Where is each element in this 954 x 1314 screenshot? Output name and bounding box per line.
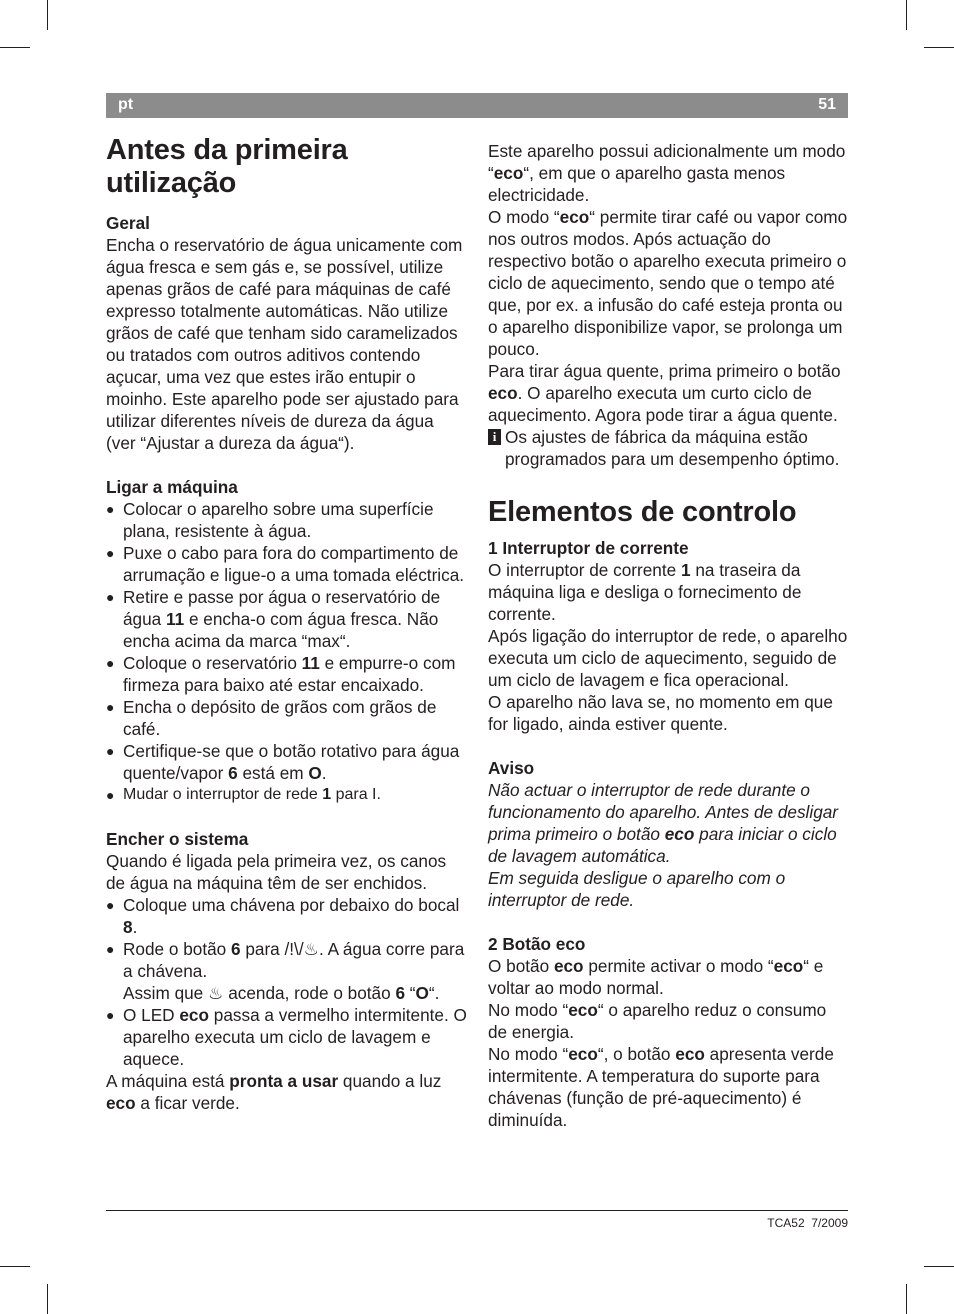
- page-header: [106, 93, 848, 118]
- list-item-continuation: Assim que ♨ acenda, rode o botão 6 “O“.: [123, 983, 440, 1003]
- paragraph: No modo “eco“, o botão eco apresenta verde intermitente. A temperatura do suporte para chávenas (função de pré-aquecimento) é diminuída.: [488, 1044, 834, 1130]
- footer: [767, 1216, 848, 1230]
- section-title: Elementos de controlo: [488, 496, 797, 528]
- crop-mark: [906, 1284, 907, 1314]
- left-column: [106, 134, 468, 1114]
- info-note: i Os ajustes de fábrica da máquina estão programados para um desempenho óptimo.: [488, 426, 850, 470]
- list-item: ● Coloque o reservatório 11 e empurre-o com firmeza para baixo até estar encaixado.: [106, 652, 468, 696]
- crop-mark: [906, 0, 907, 30]
- list-item: ● Mudar o interruptor de rede 1 para I.: [106, 784, 468, 806]
- list-item: ● Encha o depósito de grãos com grãos de café.: [106, 696, 468, 740]
- subheading-aviso: Aviso: [488, 758, 535, 778]
- crop-mark: [924, 1266, 954, 1267]
- model-number: TCA52: [767, 1216, 805, 1230]
- list-item: ● Colocar o aparelho sobre uma superfície plana, resistente à água.: [106, 498, 468, 542]
- warning-text: Em seguida desligue o aparelho com o interruptor de rede.: [488, 868, 786, 910]
- warning-text: Não actuar o interruptor de rede durante o funcionamento do aparelho. Antes de desligar prima primeiro o botão eco para iniciar o ciclo de lavagem automática.: [488, 780, 839, 866]
- print-date: 7/2009: [811, 1216, 848, 1230]
- list-item: ● Puxe o cabo para fora do compartimento de arrumação e ligue-o a uma tomada eléctrica.: [106, 542, 468, 586]
- steam-hot-water-icon: /!\/♨: [284, 939, 320, 959]
- list-item: ● O LED eco passa a vermelho intermitente. O aparelho executa um ciclo de lavagem e aquece.: [106, 1004, 468, 1070]
- crop-mark: [47, 0, 48, 30]
- paragraph: O botão eco permite activar o modo “eco“ e voltar ao modo normal.: [488, 956, 824, 998]
- crop-mark: [47, 1284, 48, 1314]
- subheading-geral: Geral: [106, 213, 150, 233]
- paragraph: Encha o reservatório de água unicamente com água fresca e sem gás e, se possível, utilize apenas grãos de café para máquinas de café expresso totalmente automáticas. Não utilize grãos de café que tenham sido caramelizados ou tratados com outros aditivos contendo açucar, uma vez que estes irão entupir o moinho. Este aparelho pode ser ajustado para utilizar diferentes níveis de dureza da água (ver “Ajustar a dureza da água“).: [106, 235, 463, 453]
- paragraph: O aparelho não lava se, no momento em que for ligado, ainda estiver quente.: [488, 692, 833, 734]
- list-item: ● Rode o botão 6 para /!\/♨. A água corre para a chávena.: [106, 938, 468, 982]
- subheading-encher: Encher o sistema: [106, 829, 249, 849]
- paragraph: A máquina está pronta a usar quando a luz eco a ficar verde.: [106, 1071, 442, 1113]
- list-item: ● Certifique-se que o botão rotativo para água quente/vapor 6 está em O.: [106, 740, 468, 784]
- crop-mark: [0, 1266, 30, 1267]
- crop-mark: [924, 47, 954, 48]
- page-number: 51: [818, 96, 836, 113]
- paragraph: Quando é ligada pela primeira vez, os canos de água na máquina têm de ser enchidos.: [106, 851, 447, 893]
- right-column: [488, 140, 850, 1131]
- paragraph: O modo “eco“ permite tirar café ou vapor como nos outros modos. Após actuação do respectivo botão o aparelho executa primeiro o ciclo de aquecimento, sendo que o tempo até que, por ex. a infusão do café esteja pronta ou o aparelho disponibilize vapor, se prolonga um pouco.: [488, 207, 848, 359]
- subheading-interruptor: 1 Interruptor de corrente: [488, 538, 689, 558]
- info-icon: i: [488, 429, 501, 445]
- paragraph: Após ligação do interruptor de rede, o aparelho executa um ciclo de aquecimento, seguido de um ciclo de lavagem e fica operacional.: [488, 626, 848, 690]
- footer-divider: [106, 1210, 848, 1211]
- list-item: ● Retire e passe por água o reservatório de água 11 e encha-o com água fresca. Não encha acima da marca “max“.: [106, 586, 468, 652]
- language-code: pt: [118, 96, 134, 113]
- subheading-ligar: Ligar a máquina: [106, 477, 238, 497]
- paragraph: O interruptor de corrente 1 na traseira da máquina liga e desliga o fornecimento de corrente.: [488, 560, 802, 624]
- paragraph: Este aparelho possui adicionalmente um modo “eco“, em que o aparelho gasta menos electricidade.: [488, 141, 846, 205]
- paragraph: Para tirar água quente, prima primeiro o botão eco. O aparelho executa um curto ciclo de aquecimento. Agora pode tirar a água quente.: [488, 361, 841, 425]
- steam-icon: ♨: [208, 983, 224, 1003]
- paragraph: No modo “eco“ o aparelho reduz o consumo de energia.: [488, 1000, 827, 1042]
- crop-mark: [0, 47, 30, 48]
- section-title: Antes da primeira utilização: [106, 134, 348, 199]
- list-item: ● Coloque uma chávena por debaixo do bocal 8.: [106, 894, 468, 938]
- subheading-botao-eco: 2 Botão eco: [488, 934, 586, 954]
